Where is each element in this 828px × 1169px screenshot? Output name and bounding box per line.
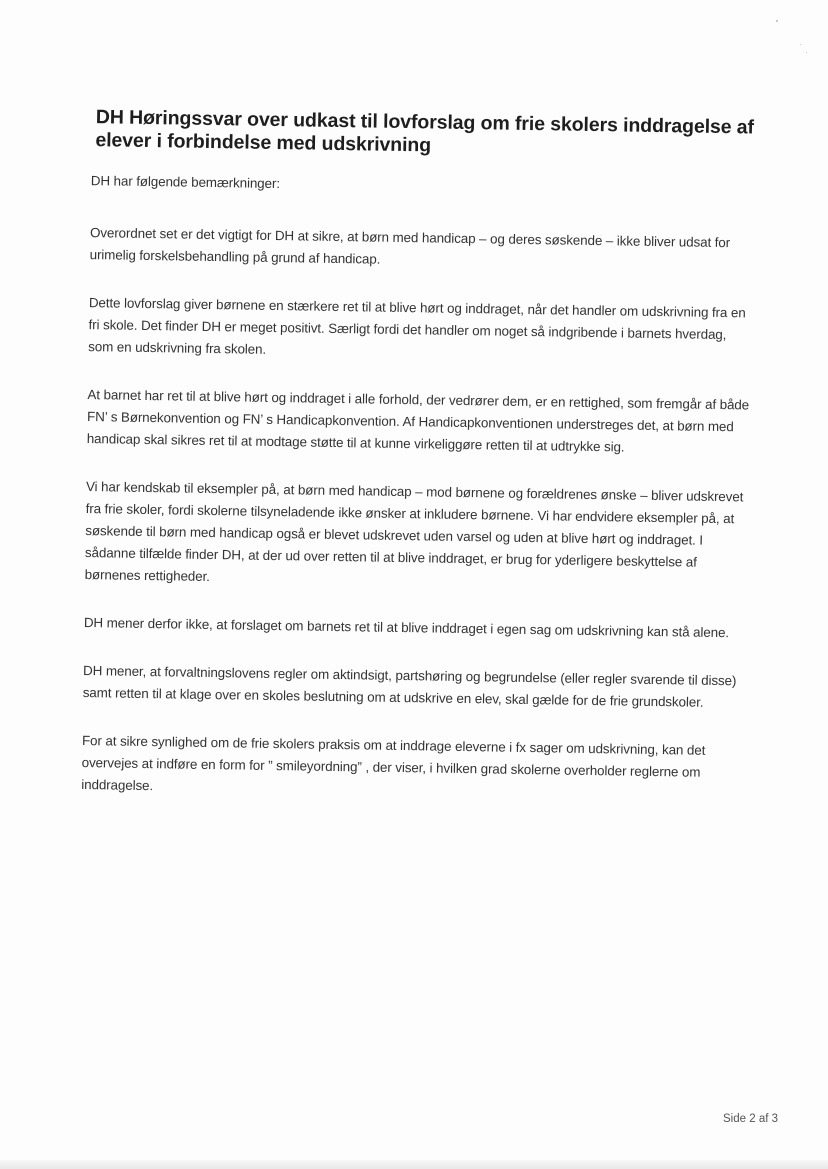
body-paragraph-4: Vi har kendskab til eksempler på, at børn med handicap – mod børnene og forældrenes ønske – bliver udskrevet fra frie skoler, fordi skolerne tilsyneladende ikke ønsker at inkludere børnene. Vi har endvidere eksempler på, at søskende til børn med handicap også er blevet udskrevet uden varsel og uden at blive hørt og inddraget. I sådanne tilfælde finder DH, at der ud over retten til at blive inddraget, er brug for yderligere beskyttelse af børnenes rettigheder. bbox=[84, 479, 744, 585]
scan-speck bbox=[806, 52, 807, 53]
body-paragraph-5: DH mener derfor ikke, at forslaget om barnets ret til at blive inddraget i egen sag om udskrivning kan stå alene. bbox=[83, 615, 730, 641]
body-paragraph-2: Dette lovforslag giver børnene en stærkere ret til at blive hørt og inddraget, når det handler om udskrivning fra en fri skole. Det finder DH er meget positivt. Særligt fordi det handler om noget så indgribende i barnets hverdag, som en udskrivning fra skolen. bbox=[88, 295, 746, 357]
body-paragraph-7: For at sikre synlighed om de frie skolers praksis om at inddrage eleverne i fx sager om udskrivning, kan det overvejes at indføre en form for ” smileyordning” , der viser, i hvilken grad skolerne overholder reglerne om inddragelse. bbox=[81, 733, 706, 794]
body-paragraph-3: At barnet har ret til at blive hørt og inddraget i alle forhold, der vedrører dem, er en rettighed, som fremgår af både FN’ s Børnekonvention og FN’ s Handicapkonvention. Af Handicapkonventionen understreges det, at børn med handicap skal sikres ret til at modtage støtte til at kunne virkeliggøre retten til at udtrykke sig. bbox=[86, 387, 750, 455]
scan-speck bbox=[776, 20, 778, 22]
body-paragraph-6: DH mener, at forvaltningslovens regler om aktindsigt, partshøring og begrundelse (eller regler svarende til disse) samt retten til at klage over en skoles beslutning om at udskrive en elev, skal gælde for de frie grundskoler. bbox=[82, 663, 737, 710]
document-title: DH Høringssvar over udkast til lovforslag om frie skolers inddragelse af elever i forbindelse med udskrivning bbox=[95, 106, 755, 157]
page-number: Side 2 af 3 bbox=[723, 1113, 778, 1125]
scan-speck bbox=[800, 44, 801, 45]
body-paragraph-1: Overordnet set er det vigtigt for DH at sikre, at børn med handicap – og deres søskende – ikke bliver udsat for urimelig forskelsbehandling på grund af handicap. bbox=[89, 225, 731, 267]
scan-bottom-edge bbox=[0, 1160, 828, 1169]
intro-paragraph: DH har følgende bemærkninger: bbox=[90, 173, 281, 192]
document-body bbox=[75, 106, 758, 832]
